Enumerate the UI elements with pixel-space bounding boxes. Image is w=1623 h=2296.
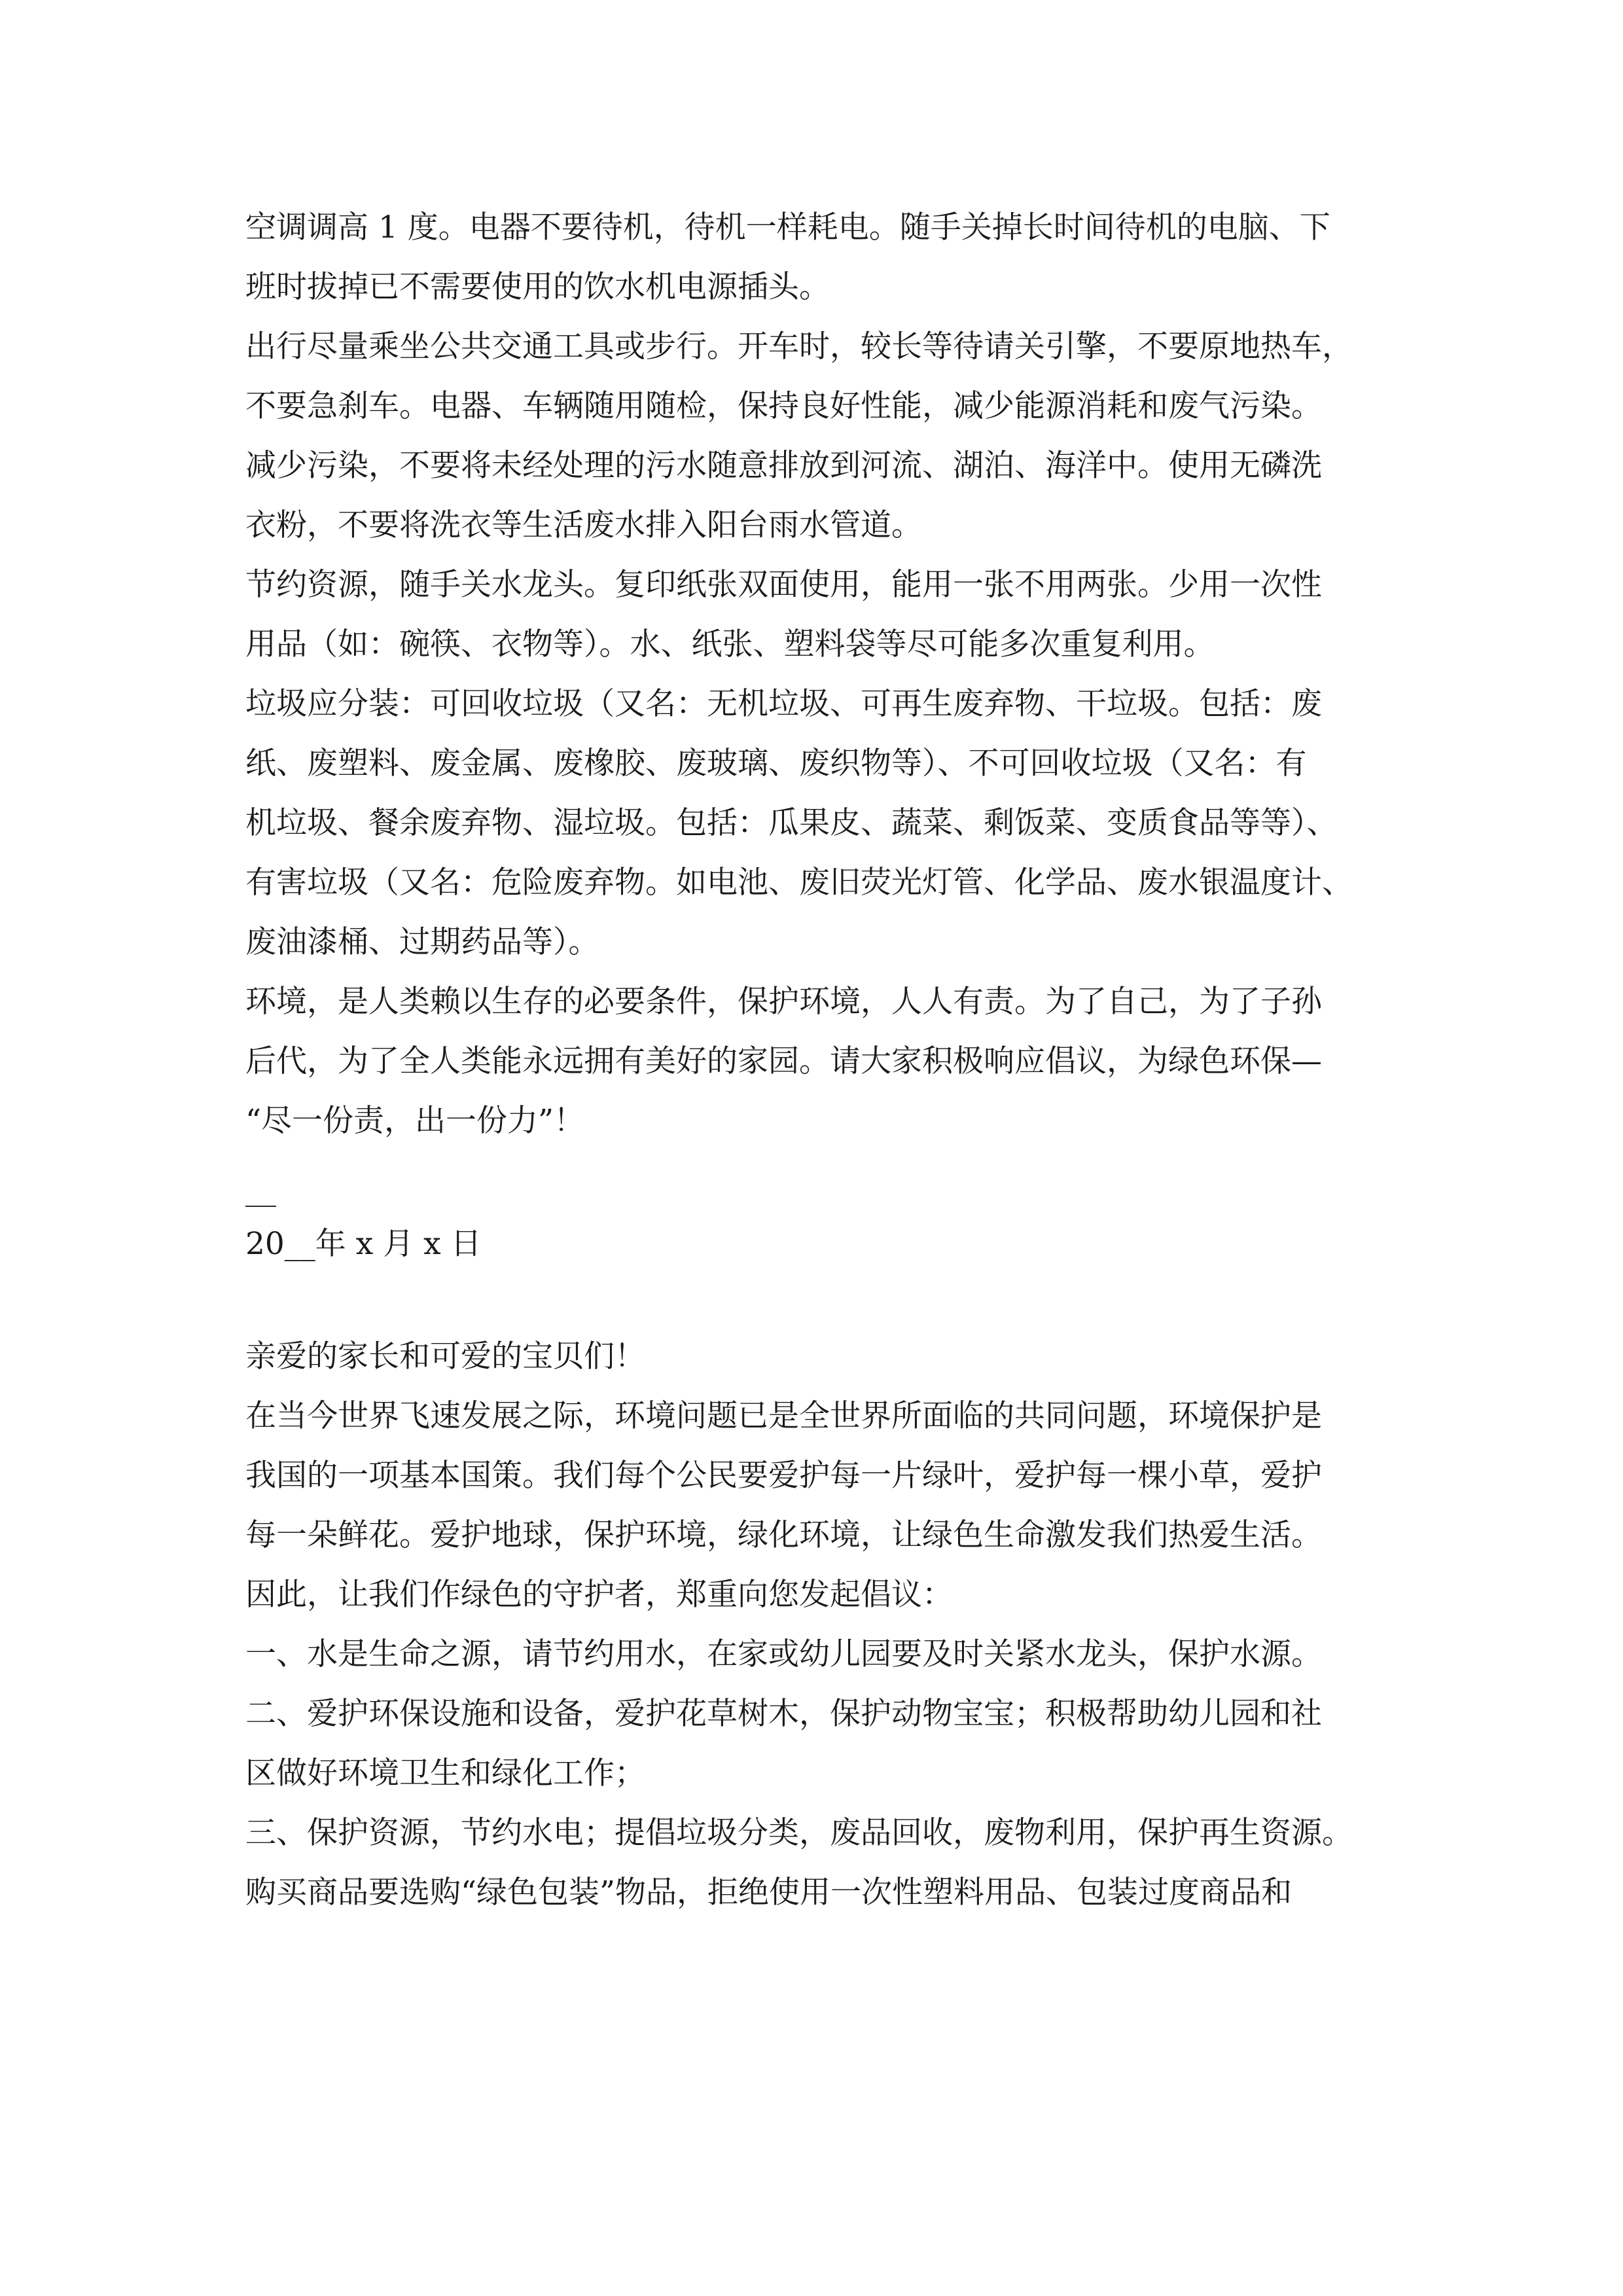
text-line: 三、保护资源，节约水电；提倡垃圾分类，废品回收，废物利用，保护再生资源。 <box>245 1815 1353 1851</box>
text-line: 出行尽量乘坐公共交通工具或步行。开车时，较长等待请关引擎，不要原地热车， <box>245 329 1353 365</box>
text-line: 废油漆桶、过期药品等）。 <box>245 924 599 960</box>
text-line: 节约资源，随手关水龙头。复印纸张双面使用，能用一张不用两张。少用一次性 <box>245 567 1322 603</box>
text-line: 用品（如：碗筷、衣物等）。水、纸张、塑料袋等尽可能多次重复利用。 <box>245 626 1215 662</box>
text-line: 不要急刹车。电器、车辆随用随检，保持良好性能，减少能源消耗和废气污染。 <box>245 388 1322 424</box>
text-line: 二、爱护环保设施和设备，爱护花草树木，保护动物宝宝；积极帮助幼儿园和社 <box>245 1696 1322 1732</box>
text-line: 在当今世界飞速发展之际，环境问题已是全世界所面临的共同问题，环境保护是 <box>245 1398 1322 1434</box>
text-line: 环境，是人类赖以生存的必要条件，保护环境，人人有责。为了自己，为了子孙 <box>245 984 1322 1020</box>
separator-line: __ <box>245 1172 276 1208</box>
text-line: 有害垃圾（又名：危险废弃物。如电池、废旧荧光灯管、化学品、废水银温度计、 <box>245 865 1353 901</box>
salutation: 亲爱的家长和可爱的宝贝们！ <box>245 1338 645 1374</box>
text-line: 空调调高 1 度。电器不要待机，待机一样耗电。随手关掉长时间待机的电脑、下 <box>245 209 1330 245</box>
text-line: 衣粉，不要将洗衣等生活废水排入阳台雨水管道。 <box>245 507 922 543</box>
text-line: “尽一份责，出一份力”！ <box>245 1103 585 1139</box>
text-line: 一、水是生命之源，请节约用水，在家或幼儿园要及时关紧水龙头，保护水源。 <box>245 1636 1322 1672</box>
text-line: 垃圾应分装：可回收垃圾（又名：无机垃圾、可再生废弃物、干垃圾。包括：废 <box>245 686 1322 722</box>
date-line: 20__年 x 月 x 日 <box>245 1226 482 1262</box>
text-line: 购买商品要选购“绿色包装”物品，拒绝使用一次性塑料用品、包装过度商品和 <box>245 1874 1293 1910</box>
text-line: 后代，为了全人类能永远拥有美好的家园。请大家积极响应倡议，为绿色环保— <box>245 1043 1322 1079</box>
text-line: 机垃圾、餐余废弃物、湿垃圾。包括：瓜果皮、蔬菜、剩饭菜、变质食品等等）、 <box>245 805 1338 841</box>
text-line: 我国的一项基本国策。我们每个公民要爱护每一片绿叶，爱护每一棵小草，爱护 <box>245 1458 1322 1494</box>
text-line: 每一朵鲜花。爱护地球，保护环境，绿化环境，让绿色生命激发我们热爱生活。 <box>245 1517 1322 1553</box>
text-line: 减少污染，不要将未经处理的污水随意排放到河流、湖泊、海洋中。使用无磷洗 <box>245 448 1322 484</box>
text-line: 班时拔掉已不需要使用的饮水机电源插头。 <box>245 269 830 305</box>
text-line: 因此，让我们作绿色的守护者，郑重向您发起倡议： <box>245 1577 953 1613</box>
text-line: 区做好环境卫生和绿化工作； <box>245 1755 645 1791</box>
text-line: 纸、废塑料、废金属、废橡胶、废玻璃、废织物等）、不可回收垃圾（又名：有 <box>245 745 1307 781</box>
